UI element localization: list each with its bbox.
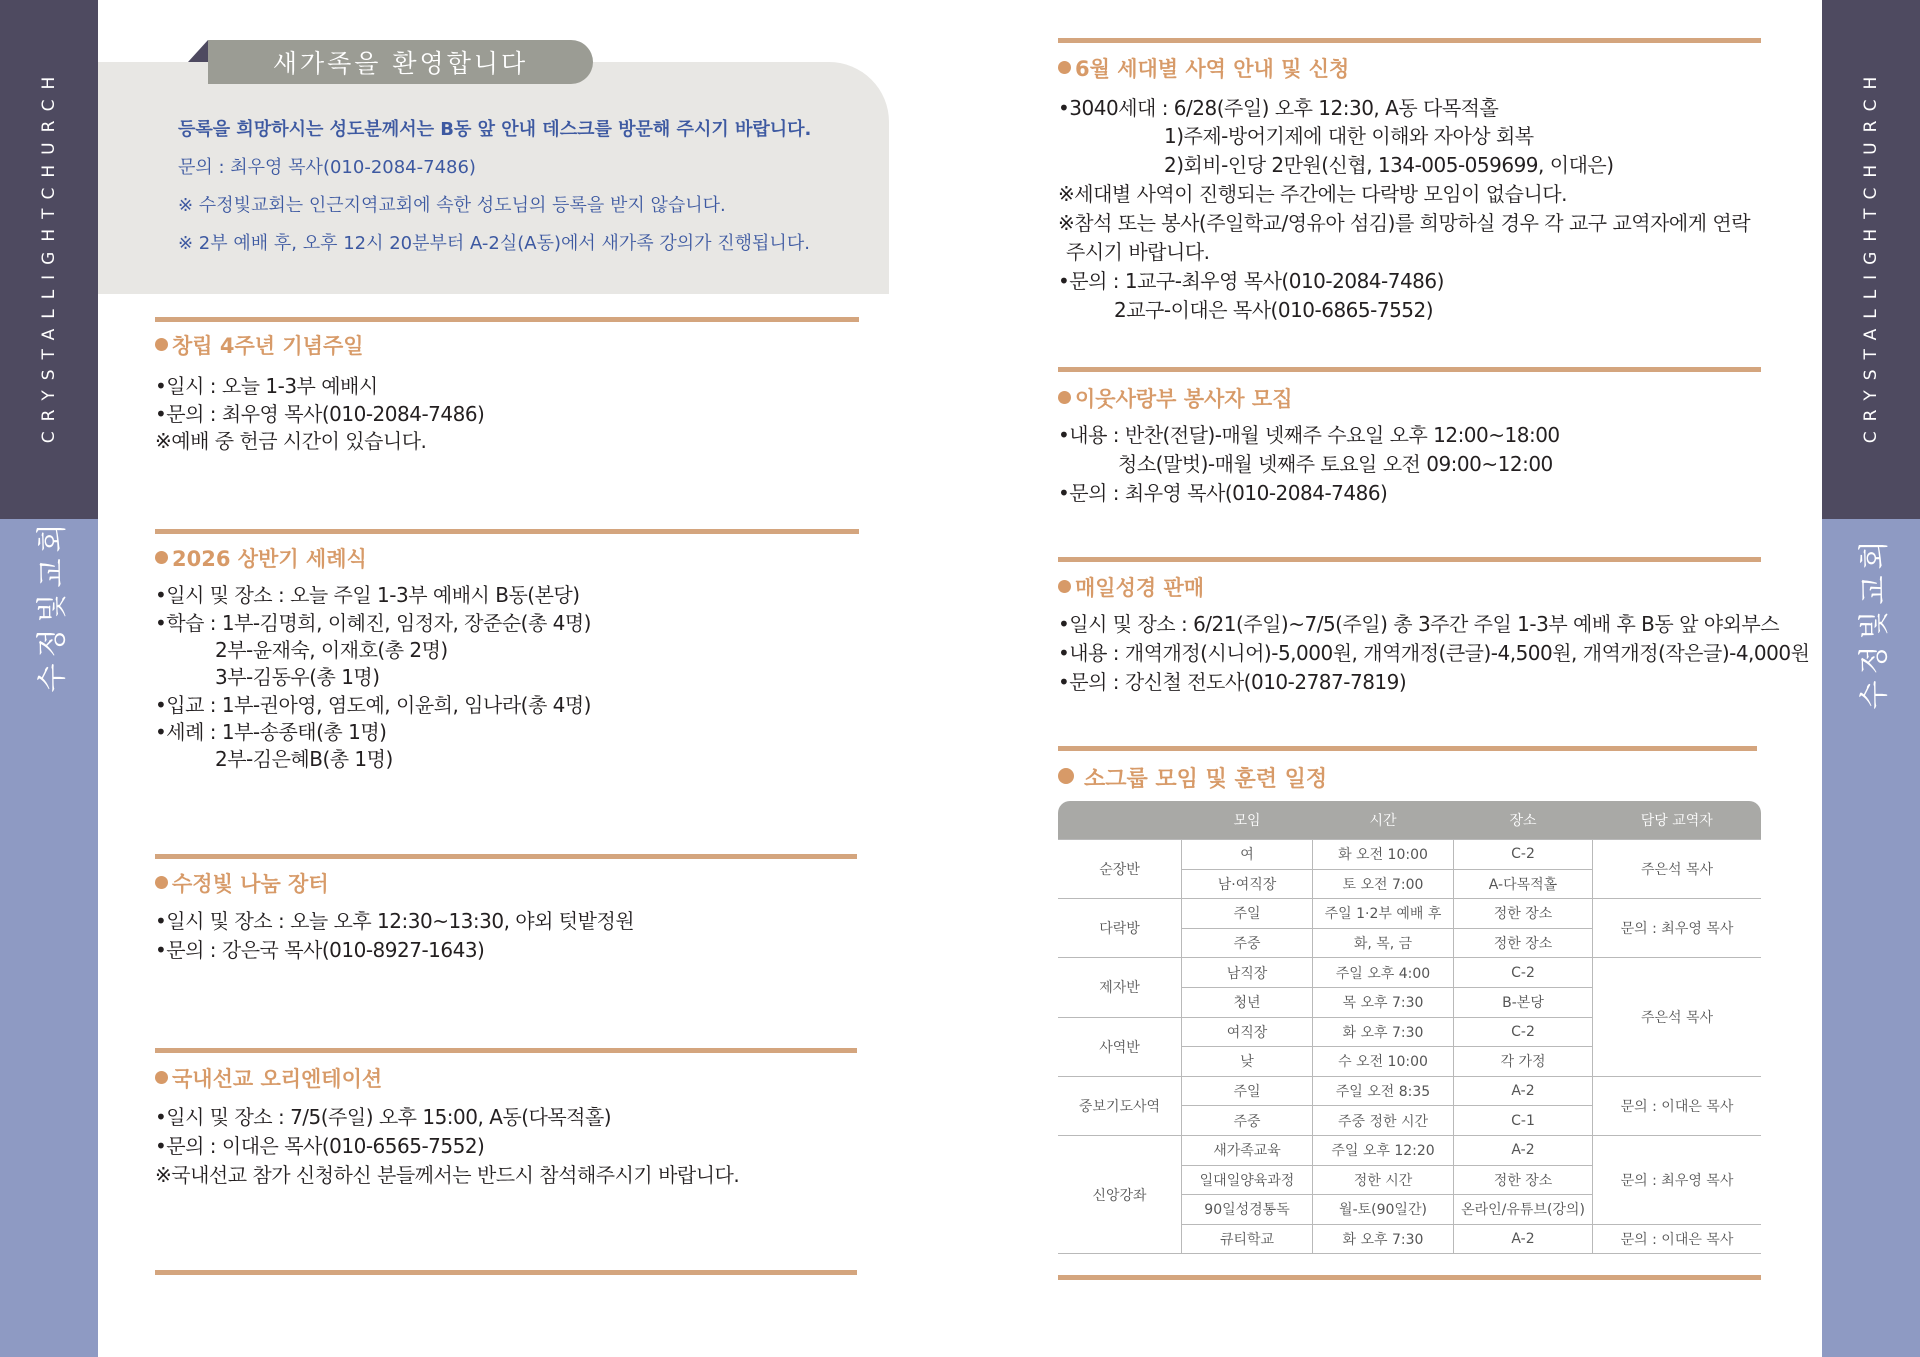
meeting-cell: 주중 xyxy=(1182,1106,1313,1136)
section-line: 1)주제-방어기제에 대한 이해와 자아상 회복 xyxy=(1164,124,1534,148)
time-cell: 월-토(90일간) xyxy=(1313,1195,1454,1225)
staff-cell: 주은석 목사 xyxy=(1593,840,1762,899)
section-line: •내용 : 반찬(전달)-매월 넷째주 수요일 오후 12:00~18:00 xyxy=(1058,423,1560,447)
section-divider xyxy=(155,529,859,534)
group-cell: 사역반 xyxy=(1058,1017,1182,1076)
section-title-text: 매일성경 판매 xyxy=(1075,576,1205,600)
welcome-line-contact: 문의 : 최우영 목사(010-2084-7486) xyxy=(178,157,476,178)
place-cell: C-2 xyxy=(1454,840,1593,870)
section-divider xyxy=(1058,746,1757,751)
section-line: ※참석 또는 봉사(주일학교/영유아 섬김)를 희망하실 경우 각 교구 교역자에게 연락 xyxy=(1058,211,1751,235)
place-cell: B-본당 xyxy=(1454,987,1593,1017)
brand-name-ko-right: 수정빛교회 xyxy=(1857,534,1892,710)
table-header: 장소 xyxy=(1454,801,1593,840)
section-title-text: 창립 4주년 기념주일 xyxy=(172,334,364,358)
section-line: ※예배 중 헌금 시간이 있습니다. xyxy=(155,429,427,453)
meeting-cell: 주일 xyxy=(1182,899,1313,929)
meeting-cell: 낮 xyxy=(1182,1047,1313,1077)
section-line: •일시 및 장소 : 오늘 오후 12:30~13:30, 야외 텃밭정원 xyxy=(155,909,635,933)
section-divider xyxy=(1058,1275,1761,1280)
place-cell: C-2 xyxy=(1454,958,1593,988)
welcome-line-note: ※ 수정빛교회는 인근지역교회에 속한 성도님의 등록을 받지 않습니다. xyxy=(178,195,726,216)
staff-cell: 문의 : 이대은 목사 xyxy=(1593,1224,1762,1254)
place-cell: A-2 xyxy=(1454,1224,1593,1254)
time-cell: 화 오전 10:00 xyxy=(1313,840,1454,870)
section-title-market xyxy=(155,868,329,898)
table-header: 시간 xyxy=(1313,801,1454,840)
section-line: •3040세대 : 6/28(주일) 오후 12:30, A동 다목적홀 xyxy=(1058,96,1499,120)
schedule-table xyxy=(1058,801,1761,1254)
section-line: •문의 : 최우영 목사(010-2084-7486) xyxy=(155,402,485,426)
place-cell: A-다목적홀 xyxy=(1454,869,1593,899)
bullet-dot xyxy=(1058,61,1071,74)
section-line: •일시 : 오늘 1-3부 예배시 xyxy=(155,374,378,398)
bullet-dot xyxy=(1058,768,1074,784)
place-cell: A-2 xyxy=(1454,1076,1593,1106)
table-row xyxy=(1058,1135,1761,1165)
section-title-mission xyxy=(155,1063,382,1093)
welcome-line-lecture: ※ 2부 예배 후, 오후 12시 20분부터 A-2실(A동)에서 새가족 강의가 진행됩니다. xyxy=(178,233,810,254)
place-cell: 정한 장소 xyxy=(1454,1165,1593,1195)
section-line: •문의 : 이대은 목사(010-6565-7552) xyxy=(155,1134,485,1158)
section-title-text: 소그룹 모임 및 훈련 일정 xyxy=(1084,767,1328,792)
time-cell: 화 오후 7:30 xyxy=(1313,1017,1454,1047)
place-cell: 정한 장소 xyxy=(1454,928,1593,958)
section-title-text: 이웃사랑부 봉사자 모집 xyxy=(1075,387,1293,411)
brand-name-en: CRYSTALLIGHTCHURCH xyxy=(39,66,59,444)
section-divider xyxy=(155,1048,857,1053)
table-header xyxy=(1058,801,1182,840)
section-line: 2부-윤재숙, 이재호(총 2명) xyxy=(215,638,448,662)
bullet-dot xyxy=(155,551,168,564)
table-row xyxy=(1058,899,1761,929)
table-row xyxy=(1058,840,1761,870)
group-cell: 다락방 xyxy=(1058,899,1182,958)
welcome-line-register: 등록을 희망하시는 성도분께서는 B동 앞 안내 데스크를 방문해 주시기 바랍니다. xyxy=(178,119,812,140)
meeting-cell: 주중 xyxy=(1182,928,1313,958)
group-cell: 신앙강좌 xyxy=(1058,1135,1182,1253)
section-line: •일시 및 장소 : 오늘 주일 1-3부 예배시 B동(본당) xyxy=(155,583,580,607)
section-divider xyxy=(155,1270,857,1275)
staff-cell: 문의 : 이대은 목사 xyxy=(1593,1076,1762,1135)
meeting-cell: 여직장 xyxy=(1182,1017,1313,1047)
meeting-cell: 큐티학교 xyxy=(1182,1224,1313,1254)
time-cell: 주일 오전 8:35 xyxy=(1313,1076,1454,1106)
time-cell: 목 오후 7:30 xyxy=(1313,987,1454,1017)
time-cell: 화 오후 7:30 xyxy=(1313,1224,1454,1254)
place-cell: A-2 xyxy=(1454,1135,1593,1165)
time-cell: 정한 시간 xyxy=(1313,1165,1454,1195)
place-cell: C-2 xyxy=(1454,1017,1593,1047)
bullet-dot xyxy=(1058,391,1071,404)
time-cell: 주일 1·2부 예배 후 xyxy=(1313,899,1454,929)
place-cell: C-1 xyxy=(1454,1106,1593,1136)
section-line: •문의 : 최우영 목사(010-2084-7486) xyxy=(1058,481,1388,505)
section-line: 2부-김은혜B(총 1명) xyxy=(215,747,393,771)
section-divider xyxy=(1058,38,1761,43)
time-cell: 주일 오후 12:20 xyxy=(1313,1135,1454,1165)
section-line: •일시 및 장소 : 7/5(주일) 오후 15:00, A동(다목적홀) xyxy=(155,1105,612,1129)
section-line: 2교구-이대은 목사(010-6865-7552) xyxy=(1114,298,1434,322)
section-line: •입교 : 1부-권아영, 염도예, 이윤희, 임나라(총 4명) xyxy=(155,693,591,717)
group-cell: 제자반 xyxy=(1058,958,1182,1017)
section-line: •문의 : 강신철 전도사(010-2787-7819) xyxy=(1058,670,1407,694)
brand-name-ko: 수정빛교회 xyxy=(35,517,70,693)
section-title-baptism xyxy=(155,543,367,573)
section-line: •세례 : 1부-송종태(총 1명) xyxy=(155,720,387,744)
place-cell: 온라인/유튜브(강의) xyxy=(1454,1195,1593,1225)
welcome-tab-notch xyxy=(188,40,208,62)
welcome-title: 새가족을 환영합니다 xyxy=(208,40,593,84)
group-cell: 중보기도사역 xyxy=(1058,1076,1182,1135)
bullet-dot xyxy=(1058,580,1071,593)
section-divider xyxy=(155,854,857,859)
section-title-volunteer xyxy=(1058,383,1292,413)
place-cell: 정한 장소 xyxy=(1454,899,1593,929)
section-line: •내용 : 개역개정(시니어)-5,000원, 개역개정(큰글)-4,500원, 개역개정(작은글)-4,000원 xyxy=(1058,641,1810,665)
section-title-text: 6월 세대별 사역 안내 및 신청 xyxy=(1075,57,1350,81)
section-title-generation xyxy=(1058,53,1349,83)
staff-cell: 문의 : 최우영 목사 xyxy=(1593,1135,1762,1224)
left-side-strip xyxy=(0,0,98,1357)
section-line: 청소(말벗)-매월 넷째주 토요일 오전 09:00~12:00 xyxy=(1118,452,1553,476)
staff-cell: 문의 : 최우영 목사 xyxy=(1593,899,1762,958)
section-line: 주시기 바랍니다. xyxy=(1066,240,1210,264)
staff-cell: 주은석 목사 xyxy=(1593,958,1762,1076)
section-line: •문의 : 1교구-최우영 목사(010-2084-7486) xyxy=(1058,269,1444,293)
section-title-text: 국내선교 오리엔테이션 xyxy=(172,1067,383,1091)
section-divider xyxy=(1058,557,1761,562)
table-header: 모임 xyxy=(1182,801,1313,840)
time-cell: 수 오전 10:00 xyxy=(1313,1047,1454,1077)
section-line: ※국내선교 참가 신청하신 분들께서는 반드시 참석해주시기 바랍니다. xyxy=(155,1163,740,1187)
time-cell: 주일 오후 4:00 xyxy=(1313,958,1454,988)
meeting-cell: 일대일양육과정 xyxy=(1182,1165,1313,1195)
bullet-dot xyxy=(155,1071,168,1084)
place-cell: 각 가정 xyxy=(1454,1047,1593,1077)
section-line: 2)회비-인당 2만원(신협, 134-005-059699, 이대은) xyxy=(1164,153,1614,177)
meeting-cell: 90일성경통독 xyxy=(1182,1195,1313,1225)
bullet-dot xyxy=(155,338,168,351)
meeting-cell: 청년 xyxy=(1182,987,1313,1017)
meeting-cell: 새가족교육 xyxy=(1182,1135,1313,1165)
table-row xyxy=(1058,1076,1761,1106)
section-divider xyxy=(1058,367,1761,372)
meeting-cell: 남·여직장 xyxy=(1182,869,1313,899)
section-line: ※세대별 사역이 진행되는 주간에는 다락방 모임이 없습니다. xyxy=(1058,182,1567,206)
group-cell: 순장반 xyxy=(1058,840,1182,899)
section-divider xyxy=(155,317,859,322)
section-title-schedule xyxy=(1058,762,1327,793)
section-line: 3부-김동우(총 1명) xyxy=(215,665,380,689)
bullet-dot xyxy=(155,876,168,889)
meeting-cell: 주일 xyxy=(1182,1076,1313,1106)
section-line: •일시 및 장소 : 6/21(주일)~7/5(주일) 총 3주간 주일 1-3부 예배 후 B동 앞 야외부스 xyxy=(1058,612,1780,636)
section-title-text: 수정빛 나눔 장터 xyxy=(172,872,329,896)
brand-name-en-right: CRYSTALLIGHTCHURCH xyxy=(1861,66,1881,444)
section-line: •학습 : 1부-김명희, 이혜진, 임정자, 장준순(총 4명) xyxy=(155,611,591,635)
section-title-anniversary xyxy=(155,330,364,360)
time-cell: 주중 정한 시간 xyxy=(1313,1106,1454,1136)
right-side-strip xyxy=(1822,0,1920,1357)
time-cell: 화, 목, 금 xyxy=(1313,928,1454,958)
section-title-text: 2026 상반기 세례식 xyxy=(172,547,367,571)
time-cell: 토 오전 7:00 xyxy=(1313,869,1454,899)
meeting-cell: 여 xyxy=(1182,840,1313,870)
table-header-row xyxy=(1058,801,1761,840)
section-line: •문의 : 강은국 목사(010-8927-1643) xyxy=(155,938,485,962)
section-title-bible-sale xyxy=(1058,572,1204,602)
table-row xyxy=(1058,958,1761,988)
meeting-cell: 남직장 xyxy=(1182,958,1313,988)
table-header: 담당 교역자 xyxy=(1593,801,1762,840)
